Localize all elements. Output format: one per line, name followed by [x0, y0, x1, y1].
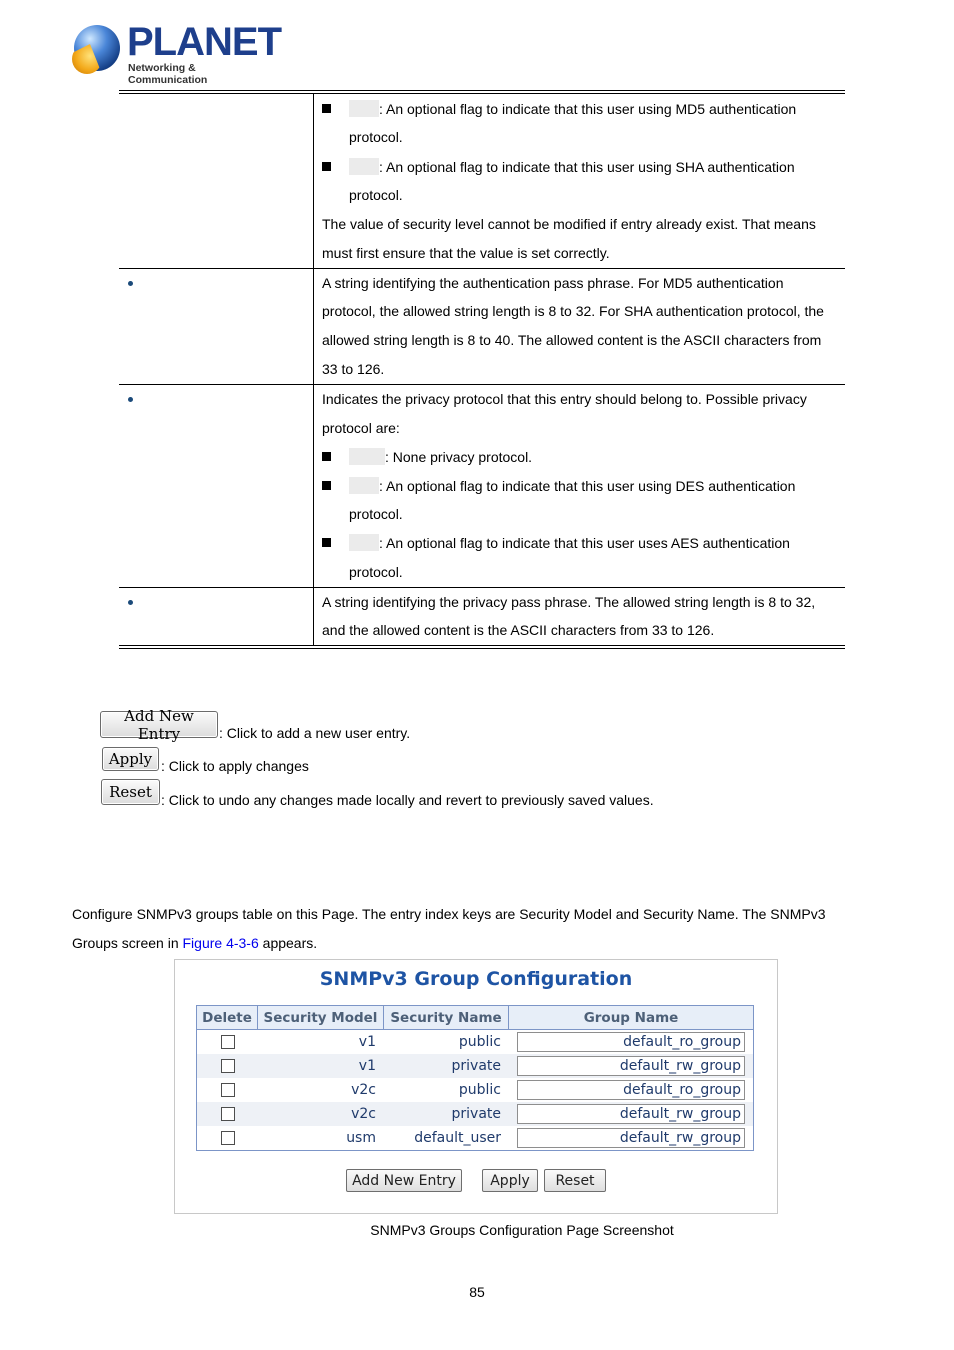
delete-checkbox[interactable] [221, 1059, 235, 1073]
table-bottom-border [119, 645, 845, 646]
header-group-name: Group Name [583, 1009, 679, 1026]
privacy-password-desc: and the allowed content is the ASCII characters from 33 to 126. [322, 622, 715, 638]
panel-apply-button[interactable]: Apply [482, 1169, 538, 1192]
logo-tagline: Networking & Communication [128, 62, 208, 86]
group-name-input[interactable]: default_ro_group [517, 1032, 745, 1052]
sha-flag-item-cont: protocol. [349, 187, 403, 203]
auth-password-desc: allowed string length is 8 to 40. The allowed content is the ASCII characters from [322, 332, 822, 348]
group-name-input[interactable]: default_rw_group [517, 1056, 745, 1076]
table-row [197, 1126, 753, 1150]
group-name-input[interactable]: default_rw_group [517, 1104, 745, 1124]
square-bullet-icon [322, 481, 331, 490]
table-row [197, 1102, 753, 1126]
privacy-des-item-cont: protocol. [349, 506, 403, 522]
auth-password-desc: protocol, the allowed string length is 8 to 32. For SHA authentication protocol, the [322, 303, 824, 319]
logo-brand: PLANET [127, 20, 281, 64]
intro-line-2: Groups screen in Figure 4-3-6 appears. [72, 935, 318, 951]
security-name-cell: default_user [414, 1130, 501, 1146]
privacy-protocol-desc: protocol are: [322, 420, 400, 436]
apply-button[interactable]: Apply [102, 747, 159, 771]
bullet-icon [128, 600, 133, 605]
security-level-note: must first ensure that the value is set correctly. [322, 245, 610, 261]
panel-add-new-entry-button[interactable]: Add New Entry [346, 1169, 462, 1192]
group-table [196, 1005, 754, 1151]
sha-flag-item: : An optional flag to indicate that this user using SHA authentication [349, 153, 795, 182]
table-header-row [197, 1006, 753, 1030]
square-bullet-icon [322, 104, 331, 113]
delete-checkbox[interactable] [221, 1107, 235, 1121]
security-model-cell: v1 [358, 1058, 376, 1074]
header-security-model: Security Model [258, 1006, 384, 1029]
figure-link[interactable]: Figure 4-3-6 [182, 935, 259, 951]
table-row [197, 1078, 753, 1102]
add-new-entry-desc: : Click to add a new user entry. [219, 725, 411, 741]
intro-line-1: Configure SNMPv3 groups table on this Page. The entry index keys are Security Model and Security Name. The SNMPv3 [72, 906, 826, 922]
security-level-note: The value of security level cannot be modified if entry already exist. That means [322, 216, 816, 232]
square-bullet-icon [322, 452, 331, 461]
apply-desc: : Click to apply changes [161, 758, 309, 774]
header-delete: Delete [197, 1006, 258, 1029]
reset-desc: : Click to undo any changes made locally and revert to previously saved values. [161, 792, 654, 808]
security-model-cell: usm [346, 1130, 376, 1146]
privacy-protocol-desc: Indicates the privacy protocol that this entry should belong to. Possible privacy [322, 391, 807, 407]
privacy-aes-item: : An optional flag to indicate that this user uses AES authentication [349, 529, 790, 558]
header-security-name: Security Name [384, 1006, 509, 1029]
security-name-cell: public [458, 1082, 501, 1098]
delete-checkbox[interactable] [221, 1035, 235, 1049]
table-row [197, 1030, 753, 1054]
auth-password-desc: 33 to 126. [322, 361, 385, 377]
table-top-border [119, 90, 845, 91]
security-name-cell: private [451, 1106, 501, 1122]
group-name-input[interactable]: default_ro_group [517, 1080, 745, 1100]
md5-flag-item: : An optional flag to indicate that this user using MD5 authentication [349, 95, 796, 124]
snmpv3-group-config-screenshot [174, 959, 778, 1214]
privacy-none-item: : None privacy protocol. [349, 443, 532, 472]
square-bullet-icon [322, 538, 331, 547]
reset-button[interactable]: Reset [101, 779, 160, 805]
add-new-entry-button[interactable]: Add New Entry [100, 711, 218, 738]
delete-checkbox[interactable] [221, 1131, 235, 1145]
table-column-divider [313, 93, 314, 646]
auth-password-desc: A string identifying the authentication pass phrase. For MD5 authentication [322, 275, 784, 291]
square-bullet-icon [322, 162, 331, 171]
security-model-cell: v1 [358, 1034, 376, 1050]
table-top-border-inner [119, 93, 845, 94]
security-name-cell: public [458, 1034, 501, 1050]
table-bottom-border-inner [119, 648, 845, 649]
delete-checkbox[interactable] [221, 1083, 235, 1097]
bullet-icon [128, 281, 133, 286]
security-model-cell: v2c [351, 1082, 376, 1098]
security-name-cell: private [451, 1058, 501, 1074]
table-row [197, 1054, 753, 1078]
panel-title: SNMPv3 Group Configuration [319, 968, 633, 990]
privacy-aes-item-cont: protocol. [349, 564, 403, 580]
panel-reset-button[interactable]: Reset [544, 1169, 606, 1192]
bullet-icon [128, 397, 133, 402]
planet-logo [72, 20, 281, 86]
security-model-cell: v2c [351, 1106, 376, 1122]
privacy-password-desc: A string identifying the privacy pass phrase. The allowed string length is 8 to 32, [322, 594, 816, 610]
md5-flag-item-cont: protocol. [349, 129, 403, 145]
privacy-des-item: : An optional flag to indicate that this user using DES authentication [349, 472, 795, 501]
group-name-input[interactable]: default_rw_group [517, 1128, 745, 1148]
page-number: 85 [469, 1284, 485, 1300]
figure-caption: SNMPv3 Groups Configuration Page Screenshot [370, 1222, 674, 1238]
